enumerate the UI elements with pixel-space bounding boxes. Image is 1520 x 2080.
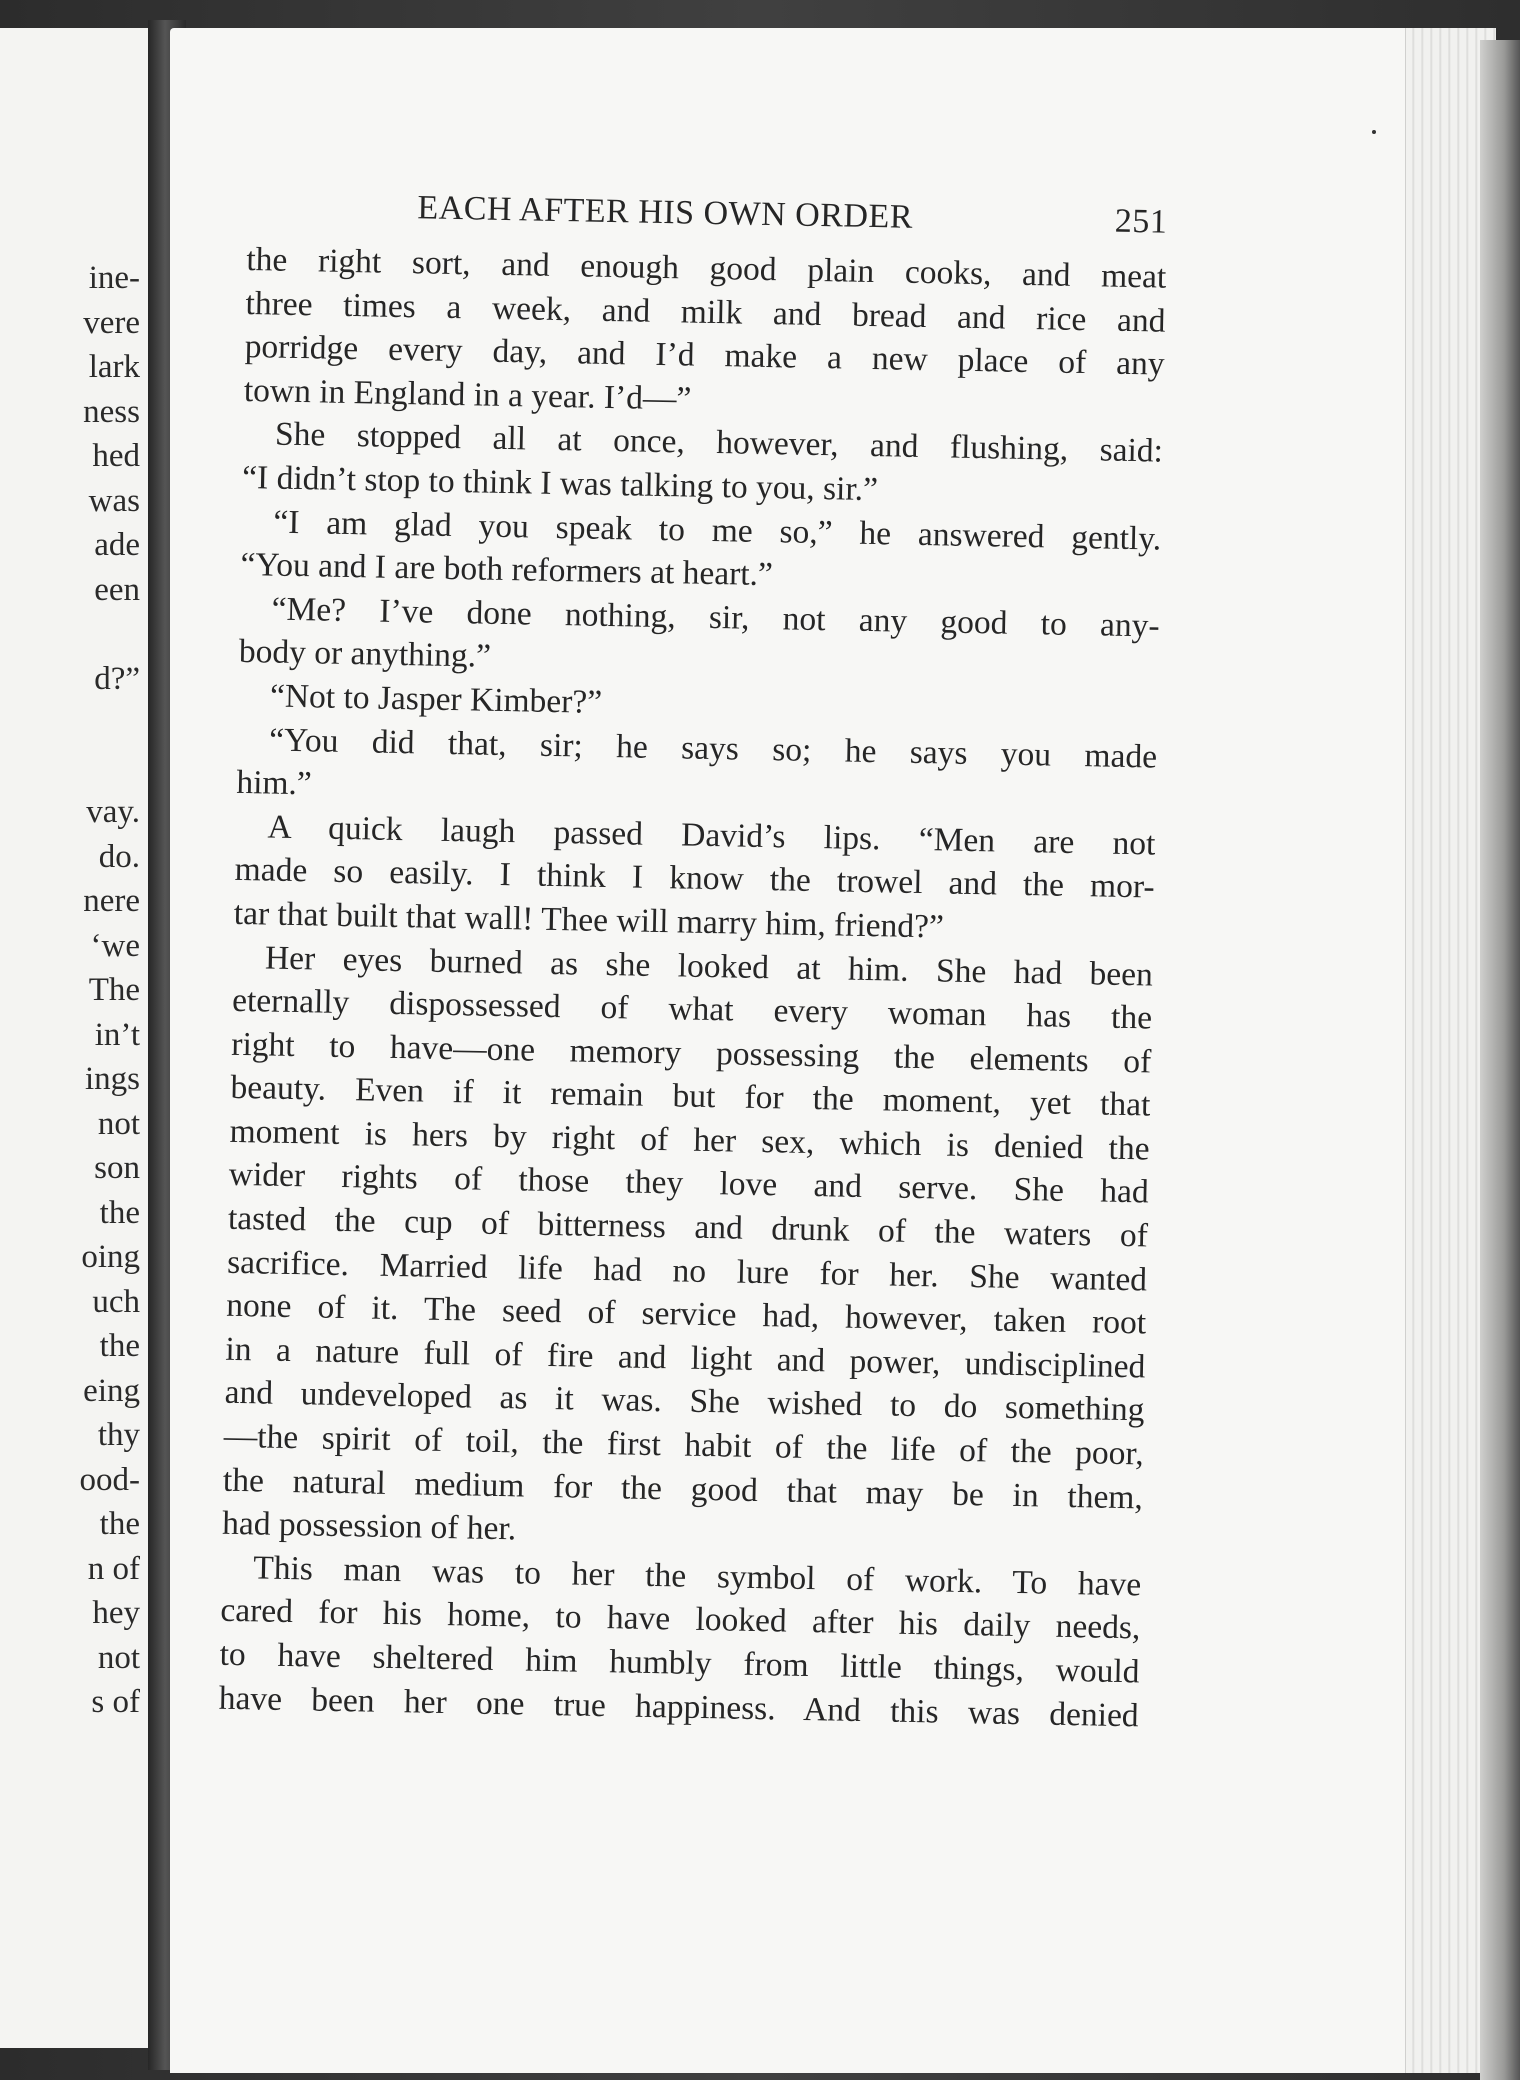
left-page-line: not [97, 1639, 140, 1676]
text-line: none of it. The seed of service had, however, taken root [225, 1287, 1147, 1342]
text-line: She stopped all at once, however, and flushing, said: [274, 415, 1164, 470]
paragraph [218, 1546, 1141, 1738]
left-page-line: ine- [88, 260, 140, 296]
text-line: and undeveloped as it was. She wished to do something [224, 1374, 1145, 1429]
left-facing-page [0, 28, 148, 2048]
text-line: A quick laugh passed David’s lips. “Men are not [267, 808, 1156, 863]
running-title: EACH AFTER HIS OWN ORDER [417, 189, 914, 236]
paragraph [242, 412, 1164, 517]
text-line: moment is hers by right of her sex, which is denied the [229, 1112, 1150, 1168]
left-page-line: s of [91, 1684, 140, 1720]
text-line: This man was to her the symbol of work. To have [252, 1549, 1142, 1604]
text-line: Her eyes burned as she looked at him. She had been [264, 938, 1154, 994]
text-line: had possession of her. [221, 1504, 517, 1548]
left-page-line: not [97, 1105, 140, 1142]
paragraph [222, 935, 1154, 1563]
text-line: to have sheltered him humbly from little things, would [219, 1635, 1140, 1691]
left-page-line: was [88, 482, 140, 519]
text-line: “You and I are both reformers at heart.” [240, 546, 774, 594]
left-page-line: een [94, 571, 140, 608]
left-page-line: hed [92, 438, 140, 474]
left-page-line: d?” [94, 660, 140, 697]
left-page-line: hey [92, 1595, 140, 1631]
left-page-line [0, 612, 140, 657]
text-line: tar that built that wall! Thee will marry him, friend?” [233, 894, 945, 946]
text-line: sacrifice. Married life had no lure for her. She wanted [226, 1243, 1148, 1299]
text-line: porridge every day, and I’d make a new place of any [244, 328, 1165, 383]
left-page-line: do. [98, 838, 140, 875]
left-page-line: eing [83, 1372, 140, 1409]
text-line: in a nature full of fire and light and power, undisciplined [225, 1330, 1146, 1386]
text-line: right to have—one memory possessing the elements of [231, 1025, 1152, 1081]
left-page-line: The [88, 972, 140, 1008]
left-page-line: n of [87, 1550, 140, 1587]
left-page-line [0, 746, 140, 791]
left-page-line: nere [83, 883, 140, 919]
text-line: him.” [236, 764, 313, 803]
paragraph [233, 805, 1155, 953]
left-page-line [0, 701, 140, 746]
text-line: the natural medium for the good that may be in them, [222, 1461, 1144, 1517]
text-line: cared for his home, to have looked after his daily needs, [220, 1592, 1141, 1647]
left-page-line: the [99, 1194, 140, 1231]
left-page-line: vay. [86, 794, 140, 830]
text-line: “Me? I’ve done nothing, sir, not any good to any- [271, 590, 1160, 645]
left-page-line: ood- [79, 1461, 140, 1498]
text-line: “You did that, sir; he says so; he says you made [268, 721, 1158, 776]
left-page-text-fragments [0, 256, 140, 1725]
text-line: wider rights of those they love and serve. She had [228, 1156, 1150, 1211]
left-page-line: in’t [94, 1016, 140, 1053]
text-line: body or anything.” [238, 633, 492, 676]
text-line: have been her one true happiness. And this was denied [218, 1679, 1140, 1734]
text-line: tasted the cup of bitterness and drunk of the waters of [227, 1199, 1149, 1255]
text-line: “I didn’t stop to think I was talking to you, sir.” [241, 458, 879, 509]
scan-speck [1372, 130, 1376, 134]
left-page-line: ‘we [90, 927, 140, 964]
page-content [218, 178, 1167, 1738]
left-page-line: vere [83, 304, 140, 341]
text-line: town in England in a year. I’d—” [243, 371, 692, 418]
text-line: “Not to Jasper Kimber?” [269, 677, 603, 721]
body-text [218, 238, 1166, 1738]
left-page-line: thy [97, 1417, 140, 1453]
left-page-line: ness [83, 393, 140, 430]
left-page-line: lark [88, 349, 140, 385]
left-page-line: oing [81, 1239, 140, 1275]
text-line: made so easily. I think I know the trowel and the mor- [234, 851, 1155, 906]
text-line: three times a week, and milk and bread and rice and [245, 284, 1166, 340]
left-page-line: the [99, 1506, 140, 1542]
text-line: beauty. Even if it remain but for the moment, yet that [230, 1069, 1151, 1124]
left-page-line: uch [92, 1283, 140, 1320]
page-edge-shadow [1480, 40, 1520, 2080]
paragraph [244, 238, 1167, 430]
text-line: eternally dispossessed of what every woman has the [231, 981, 1153, 1037]
text-line: the right sort, and enough good plain cooks, and meat [246, 240, 1167, 296]
left-page-line: ings [84, 1061, 140, 1097]
left-page-line: the [99, 1328, 140, 1364]
left-page-line: ade [94, 527, 140, 563]
text-line: —the spirit of toil, the first habit of the life of the poor, [223, 1417, 1145, 1473]
left-page-line: son [94, 1150, 140, 1186]
page-number: 251 [1114, 202, 1168, 241]
text-line: “I am glad you speak to me so,” he answered gently. [273, 503, 1162, 558]
